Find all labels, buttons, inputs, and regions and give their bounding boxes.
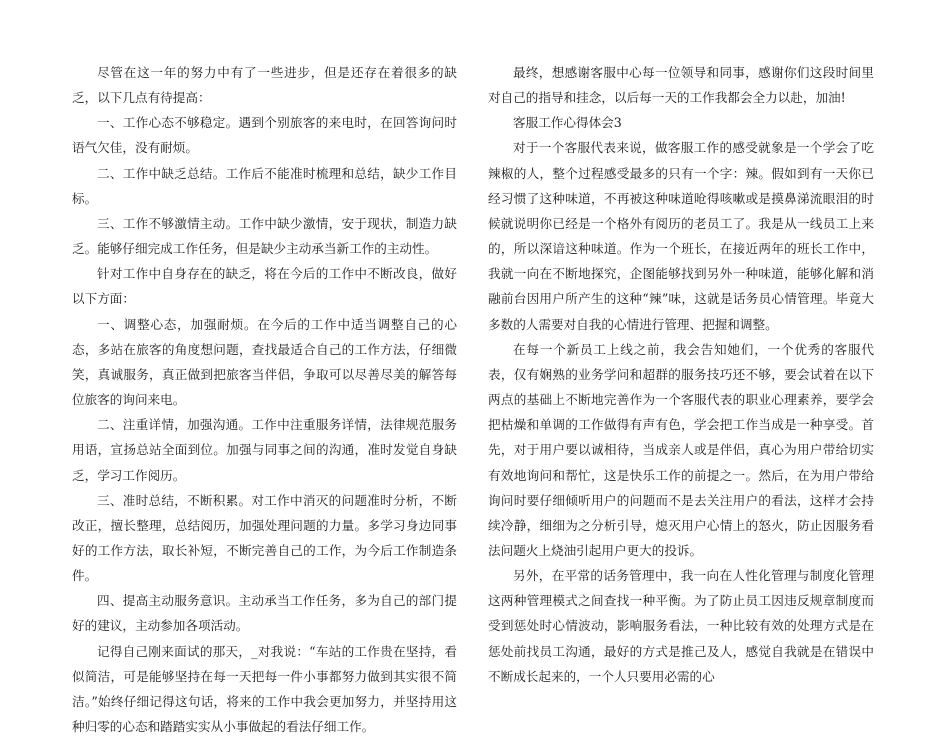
section-heading: 客服工作心得体会3 (513, 115, 622, 131)
paragraph: 最终，想感谢客服中心每一位领导和同事，感谢你们这段时间里对自己的指导和挂念，以后每一天的工作我都会全力以赴，加油! (488, 65, 874, 106)
paragraph: 另外，在平常的话务管理中，我一向在人性化管理与制度化管理这两种管理模式之间查找一种平衡。为了防止员工因违反规章制度而受到惩处时心情波动，影响服务看法，一种比较有效的处理方式是在惩处前找员工沟通，最好的方式是推己及人，感觉自我就是在错误中不断成长起来的，一个人只要用必需的心 (488, 568, 874, 684)
paragraph: 三、准时总结，不断积累。对工作中消灭的问题准时分析，不断改正，擅长整理，总结阅历，加强处理问题的力量。多学习身边同事好的工作方法，取长补短，不断完善自己的工作，为今后工作制造条件。 (72, 492, 457, 584)
paragraph: 一、工作心态不够稳定。遇到个别旅客的来电时，在回答询问时语气欠佳，没有耐烦。 (72, 115, 457, 156)
paragraph: 四、提高主动服务意识。主动承当工作任务，多为自己的部门提好的建议，主动参加各项活动。 (72, 593, 457, 634)
paragraph: 针对工作中自身存在的缺乏，将在今后的工作中不断改良，做好以下方面： (72, 266, 457, 307)
left-text-column (72, 60, 457, 739)
paragraph: 二、工作中缺乏总结。工作后不能准时梳理和总结，缺少工作目标。 (72, 165, 457, 206)
paragraph: 记得自己刚来面试的那天，_对我说：“车站的工作贵在坚持，看似简洁，可是能够坚持在每一天把每一件小事都努力做到其实很不简洁。”始终仔细记得这句话，将来的工作中我会更加努力，并坚持用这种归零的心态和踏踏实实从小事做起的看法仔细工作。 (72, 643, 457, 735)
paragraph: 尽管在这一年的努力中有了一些进步，但是还存在着很多的缺乏，以下几点有待提高： (72, 65, 457, 106)
paragraph: 在每一个新员工上线之前，我会告知她们，一个优秀的客服代表，仅有娴熟的业务学问和超群的服务技巧还不够，要会试着在以下两点的基础上不断地完善作为一个客服代表的职业心理素养，要学会把枯燥和单调的工作做得有声有色，学会把工作当成是一种享受。首先，对于用户要以诚相待，当成亲人或是伴侣，真心为用户带给切实有效地询问和帮忙，这是快乐工作的前提之一。然后，在为用户带给询问时要仔细倾听用户的问题而不是去关注用户的看法，这样才会持续冷静，细细为之分析引导，熄灭用户心情上的怒火，防止因服务看法问题火上烧油引起用户更大的投诉。 (488, 341, 874, 558)
paragraph: 一、调整心态，加强耐烦。在今后的工作中适当调整自己的心态，多站在旅客的角度想问题，查找最适合自己的工作方法，仔细微笑，真诚服务，真正做到把旅客当伴侣，争取可以尽善尽美的解答每位旅客的询问来电。 (72, 316, 457, 408)
right-text-column (488, 60, 874, 689)
paragraph: 二、注重详情，加强沟通。工作中注重服务详情，法律规范服务用语，宣扬总站全面到位。加强与同事之间的沟通，准时发觉自身缺乏，学习工作阅历。 (72, 417, 457, 483)
paragraph: 三、工作不够激情主动。工作中缺少激情，安于现状，制造力缺乏。能够仔细完成工作任务，但是缺少主动承当新工作的主动性。 (72, 215, 457, 257)
paragraph: 对于一个客服代表来说，做客服工作的感受就象是一个学会了吃辣椒的人，整个过程感受最多的只有一个字：辣。假如到有一天你已经习惯了这种味道，不再被这种味道呛得咳嗽或是摸鼻涕流眼泪的时候就说明你已经是一个格外有阅历的老员工了。我是从一线员工上来的，所以深谙这种味道。作为一个班长，在接近两年的班长工作中，我就一向在不断地探究，企图能够找到另外一种味道，能够化解和消融前台因用户所产生的这种“辣”味，这就是话务员心情管理。毕竟大多数的人需要对自我的心情进行管理、把握和调整。 (488, 140, 874, 332)
